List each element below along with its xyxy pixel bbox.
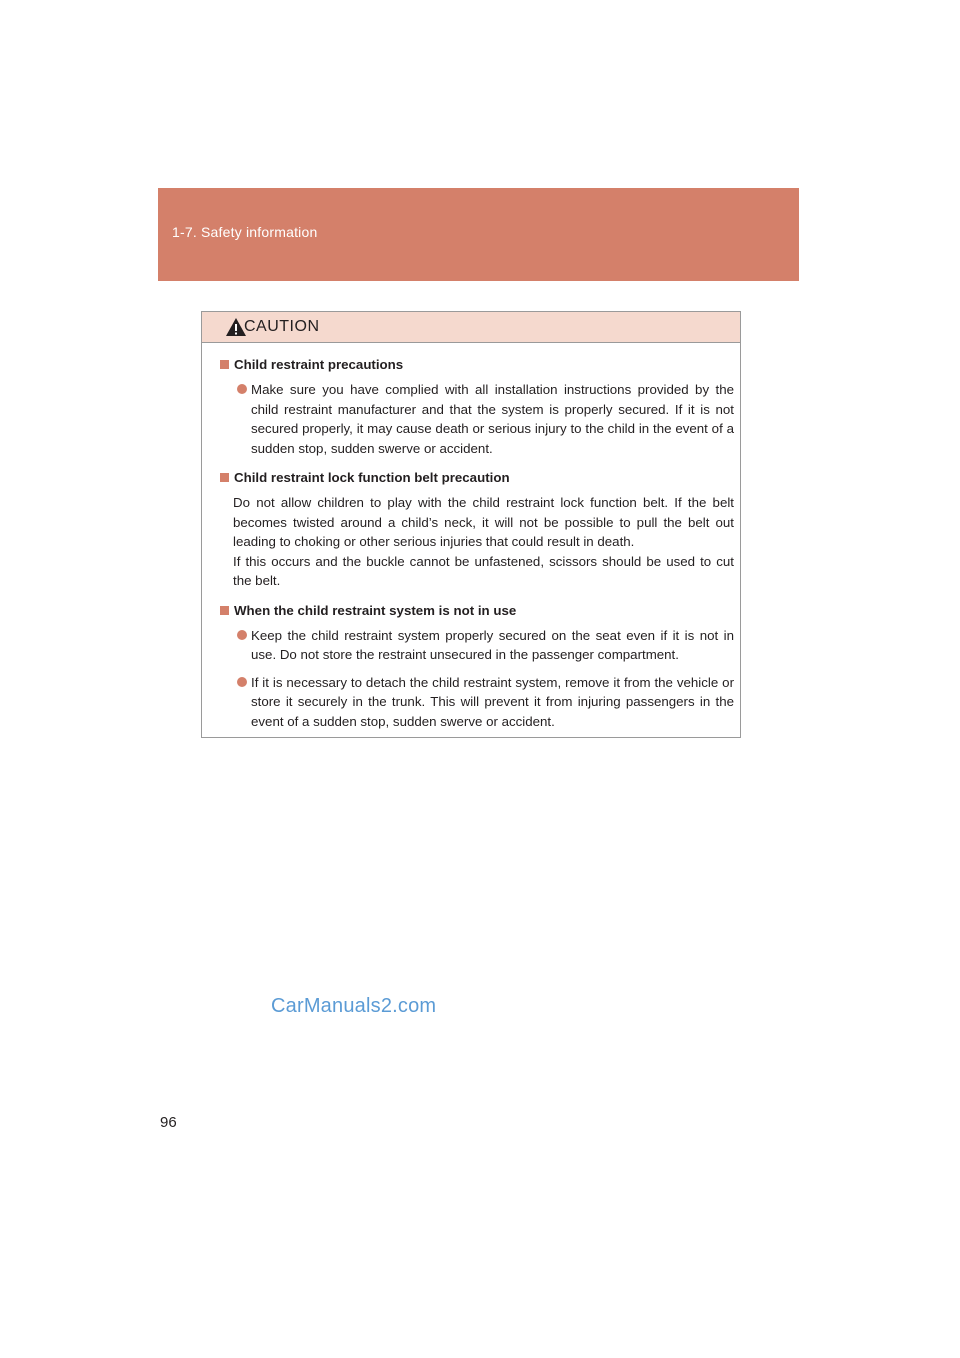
circle-bullet-icon — [237, 677, 247, 687]
header-band — [158, 188, 799, 281]
section-heading: When the child restraint system is not in use — [220, 601, 734, 620]
section-heading: Child restraint precautions — [220, 355, 734, 374]
bullet-item: Keep the child restraint system properly secured on the seat even if it is not in use. Do not store the restraint unsecured in the passenger compartment. — [220, 626, 734, 665]
caution-body — [202, 343, 740, 731]
square-bullet-icon — [220, 606, 229, 615]
watermark-link[interactable]: CarManuals2.com — [271, 995, 437, 1017]
square-bullet-icon — [220, 360, 229, 369]
paragraph: If this occurs and the buckle cannot be unfastened, scissors should be used to cut the belt. — [233, 553, 734, 588]
section-lock-function-belt — [220, 468, 734, 591]
section-label: 1-7. Safety information — [172, 224, 318, 240]
caution-header — [202, 312, 740, 343]
caution-box — [201, 311, 741, 738]
paragraph: Do not allow children to play with the child restraint lock function belt. If the belt becomes twisted around a child’s neck, it will not be possible to pull the belt out leading to choking or other serious injuries that could result in death. — [233, 495, 734, 549]
circle-bullet-icon — [237, 384, 247, 394]
section-child-restraint-precautions — [220, 355, 734, 458]
square-bullet-icon — [220, 473, 229, 482]
bullet-item: Make sure you have complied with all installation instructions provided by the child restraint manufacturer and that the system is properly secured. If it is not secured properly, it may cause death or serious injury to the child in the event of a sudden stop, sudden swerve or accident. — [220, 380, 734, 458]
circle-bullet-icon — [237, 630, 247, 640]
section-not-in-use — [220, 601, 734, 732]
page-number: 96 — [160, 1114, 177, 1131]
caution-title: CAUTION — [244, 318, 320, 335]
section-heading: Child restraint lock function belt precaution — [220, 468, 734, 487]
bullet-item: If it is necessary to detach the child restraint system, remove it from the vehicle or store it securely in the trunk. This will prevent it from injuring passengers in the event of a sudden stop, sudden swerve or accident. — [220, 673, 734, 732]
